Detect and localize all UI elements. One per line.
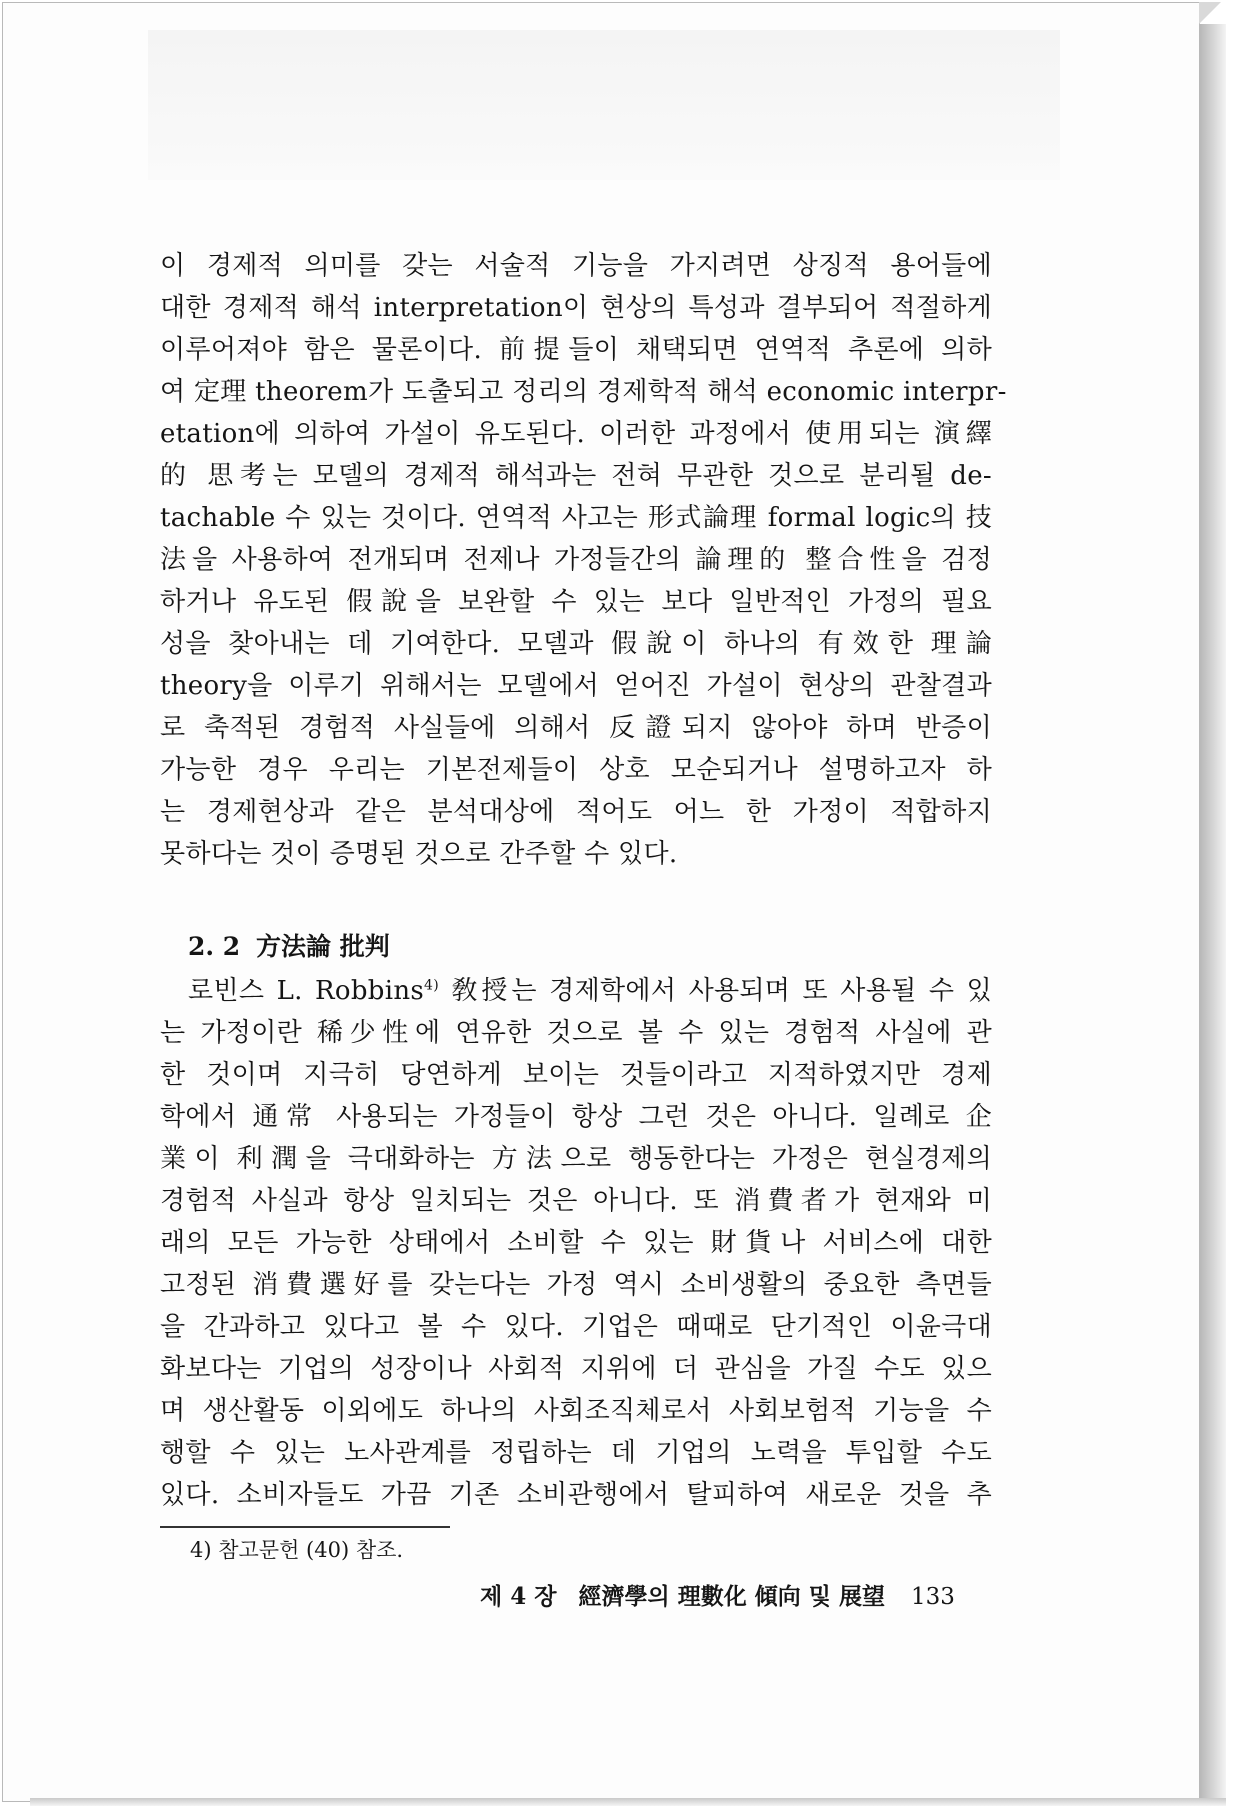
footnote-divider	[160, 1526, 450, 1528]
text-line: 못하다는 것이 증명된 것으로 간주할 수 있다.	[160, 839, 678, 869]
text-line: 이루어져야 함은 물론이다. 前提들이 채택되면 연역적 추론에 의하	[160, 335, 992, 365]
text-line: 法을 사용하여 전개되며 전제나 가정들간의 論理的 整合性을 검정	[160, 545, 992, 575]
text-line: 며 생산활동 이외에도 하나의 사회조직체로서 사회보험적 기능을 수	[160, 1396, 992, 1426]
body-paragraph-1	[160, 245, 1007, 875]
page-number: 133	[910, 1584, 955, 1610]
footnote-marker[interactable]: 4)	[424, 977, 440, 994]
text-line: 하거나 유도된 假說을 보완할 수 있는 보다 일반적인 가정의 필요	[160, 587, 992, 617]
text-line: 행할 수 있는 노사관계를 정립하는 데 기업의 노력을 투입할 수도	[160, 1438, 992, 1468]
text-line: 는 가정이란 稀少性에 연유한 것으로 볼 수 있는 경험적 사실에 관	[160, 1018, 992, 1048]
text-line: 이 경제적 의미를 갖는 서술적 기능을 가지려면 상징적 용어들에	[160, 251, 992, 281]
text-line: 대한 경제적 해석 interpretation이 현상의 특성과 결부되어 적절하게	[160, 293, 992, 323]
text-line-first	[160, 970, 992, 1012]
text-line: 을 간과하고 있다고 볼 수 있다. 기업은 때때로 단기적인 이윤극대	[160, 1312, 992, 1342]
text-line: 있다. 소비자들도 가끔 기존 소비관행에서 탈피하여 새로운 것을 추	[160, 1480, 992, 1510]
body-paragraph-2	[160, 970, 992, 1516]
page-bottom-shadow	[30, 1798, 1226, 1806]
text-line: 業이 利潤을 극대화하는 方法으로 행동한다는 가정은 현실경제의	[160, 1144, 992, 1174]
footer-chapter: 제 4 장	[480, 1583, 557, 1610]
text-line: 경험적 사실과 항상 일치되는 것은 아니다. 또 消費者가 현재와 미	[160, 1186, 992, 1216]
text-line: 학에서 通常 사용되는 가정들이 항상 그런 것은 아니다. 일례로 企	[160, 1102, 992, 1132]
top-scan-shading	[148, 30, 1060, 180]
page-edge-shadow	[1200, 24, 1226, 1806]
text-line: 로 축적된 경험적 사실들에 의해서 反證되지 않아야 하며 반증이	[160, 713, 992, 743]
text-line: tachable 수 있는 것이다. 연역적 사고는 形式論理 formal logic의 技	[160, 503, 992, 533]
section-heading	[188, 924, 390, 970]
footnote: 4) 참고문헌 (40) 참조.	[190, 1538, 404, 1562]
page-corner-fold	[1199, 2, 1221, 24]
running-footer	[480, 1577, 955, 1617]
author-reference: 로빈스 L. Robbins	[188, 976, 425, 1006]
text-line: etation에 의하여 가설이 유도된다. 이러한 과정에서 使用되는 演繹	[160, 419, 992, 449]
text-line-rest: 敎授는 경제학에서 사용되며 또 사용될 수 있	[439, 976, 992, 1006]
text-line: 고정된 消費選好를 갖는다는 가정 역시 소비생활의 중요한 측면들	[160, 1270, 992, 1300]
footer-chapter-title: 經濟學의 理數化 傾向 및 展望	[578, 1583, 885, 1610]
text-line: 가능한 경우 우리는 기본전제들이 상호 모순되거나 설명하고자 하	[160, 755, 992, 785]
section-title: 方法論 批判	[256, 932, 390, 961]
text-line: 화보다는 기업의 성장이나 사회적 지위에 더 관심을 가질 수도 있으	[160, 1354, 992, 1384]
text-line: 한 것이며 지극히 당연하게 보이는 것들이라고 지적하였지만 경제	[160, 1060, 992, 1090]
text-line: 는 경제현상과 같은 분석대상에 적어도 어느 한 가정이 적합하지	[160, 797, 992, 827]
text-line: 래의 모든 가능한 상태에서 소비할 수 있는 財貨나 서비스에 대한	[160, 1228, 992, 1258]
text-line: theory을 이루기 위해서는 모델에서 얻어진 가설이 현상의 관찰결과	[160, 671, 992, 701]
text-line: 的 思考는 모델의 경제적 해석과는 전혀 무관한 것으로 분리될 de-	[160, 461, 992, 491]
section-number: 2. 2	[188, 932, 241, 961]
text-line: 성을 찾아내는 데 기여한다. 모델과 假說이 하나의 有效한 理論	[160, 629, 992, 659]
text-line: 여 定理 theorem가 도출되고 정리의 경제학적 해석 economic interpr-	[160, 377, 1007, 407]
